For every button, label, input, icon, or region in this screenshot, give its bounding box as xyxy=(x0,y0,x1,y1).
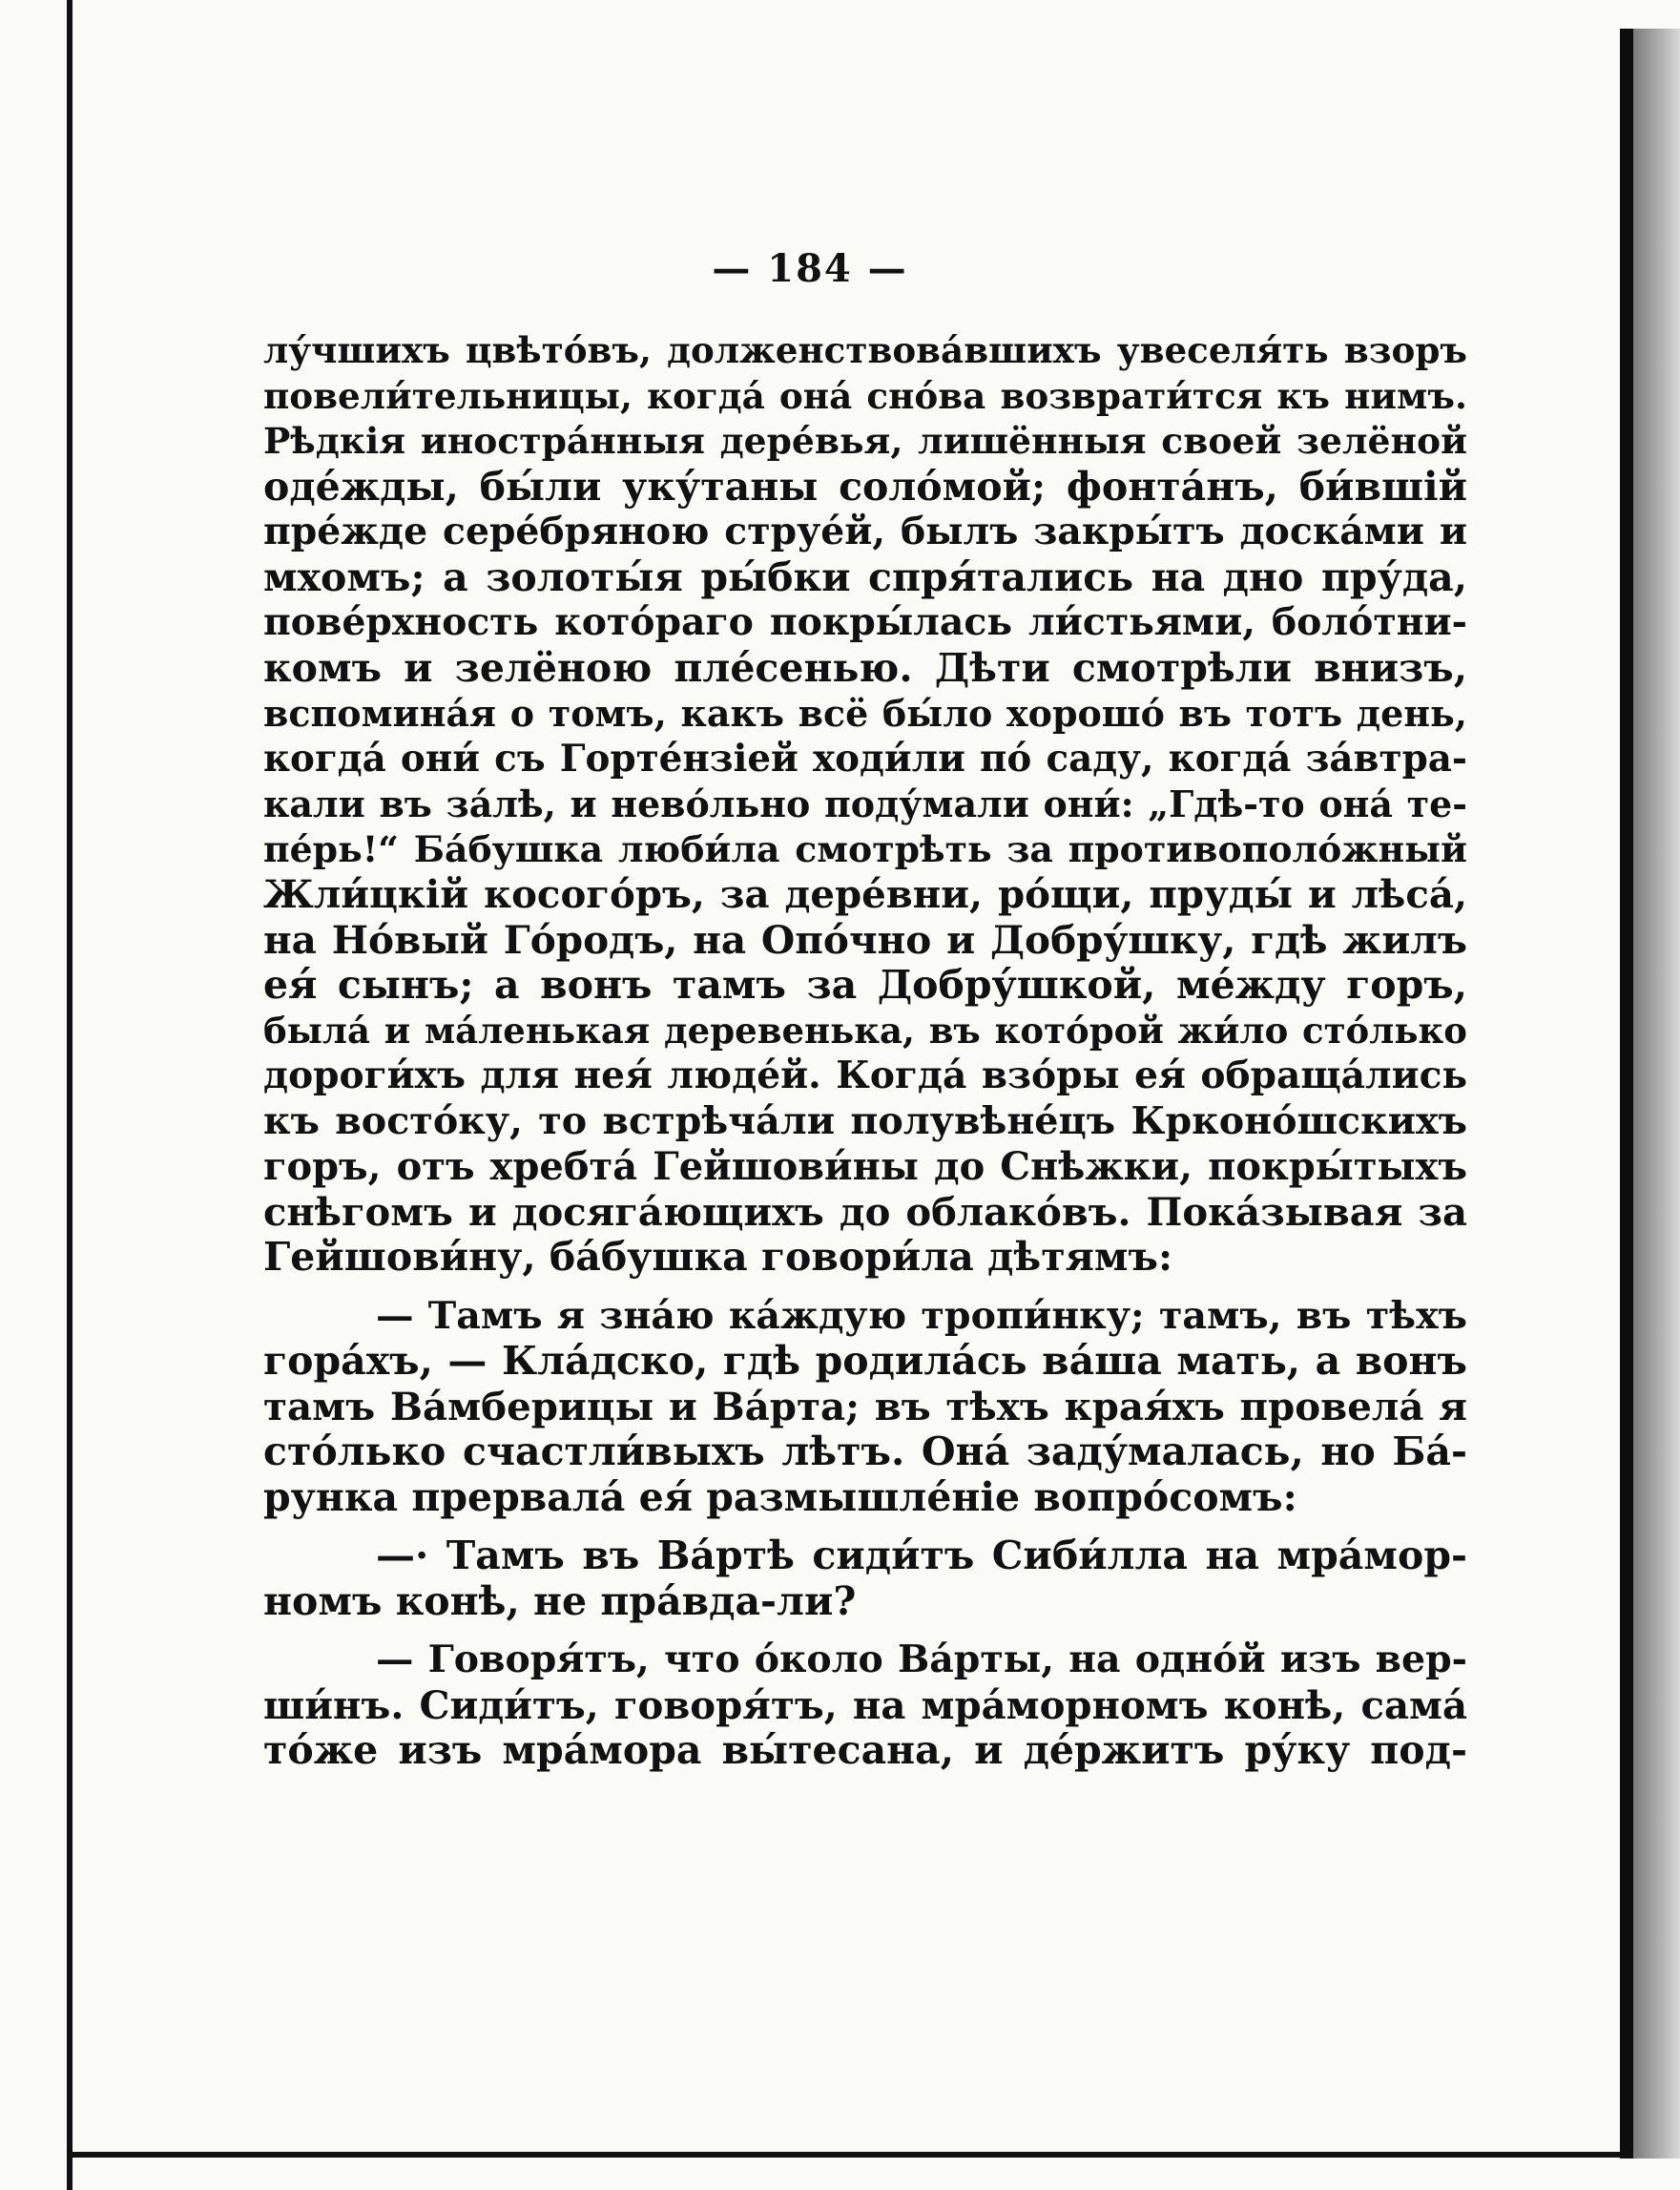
paragraph-gap xyxy=(263,1281,1467,1294)
page-edge-right xyxy=(1620,29,1633,2159)
paragraph-gap xyxy=(263,1624,1467,1637)
text-line: когда́ они́ съ Горте́нзіей ходи́ли по́ саду, когда́ за́втра- xyxy=(263,737,1467,781)
text-line: комъ и зелёною пле́сенью. Дѣти смотрѣли внизъ, xyxy=(263,644,1467,691)
text-line: сто́лько счастли́выхъ лѣтъ. Она́ заду́малась, но Ба́- xyxy=(263,1429,1467,1474)
text-line: —· Тамъ въ Ва́ртѣ сиди́тъ Сиби́лла на мра́мор- xyxy=(376,1533,1467,1578)
text-line: на Но́вый Го́родъ, на Опо́чно и Добру́шку, гдѣ жилъ xyxy=(263,916,1467,963)
page-number: — 184 — xyxy=(712,246,908,291)
text-line: дороги́хъ для нея́ люде́й. Когда́ взо́ры ея́ обраща́лись xyxy=(263,1053,1467,1097)
body-text xyxy=(263,328,1467,1774)
text-line: номъ конѣ, не пра́вда-ли? xyxy=(263,1577,857,1624)
text-line: мхомъ; а золоты́я ры́бки спря́тались на дно пру́да, xyxy=(263,553,1467,600)
text-line: была́ и ма́ленькая деревенька, въ кото́рой жи́ло сто́лько xyxy=(263,1009,1467,1052)
text-line: кали въ за́лѣ, и нево́льно поду́мали они́: „Гдѣ-то она́ те- xyxy=(263,782,1467,825)
text-line: рунка прервала́ ея́ размышле́ніе вопро́сомъ: xyxy=(263,1473,1297,1520)
text-line: пе́рь!“ Ба́бушка люби́ла смотрѣть за противополо́жный xyxy=(263,827,1467,870)
text-line: пре́жде сере́бряною струе́й, былъ закры́тъ доска́ми и xyxy=(263,510,1467,553)
text-line: оде́жды, бы́ли уку́таны соло́мой; фонта́нъ, би́вшій xyxy=(263,463,1467,510)
text-line: гора́хъ, — Кла́дско, гдѣ родила́сь ва́ша мать, а вонъ xyxy=(263,1338,1467,1384)
paragraph-gap xyxy=(263,1520,1467,1533)
text-line: тамъ Ва́мберицы и Ва́рта; въ тѣхъ края́хъ провела́ я xyxy=(263,1383,1467,1429)
page-edge-bottom xyxy=(67,2152,1631,2158)
text-line: вспомина́я о томъ, какъ всё бы́ло хорошо́ въ тотъ день, xyxy=(263,692,1467,735)
text-line: лу́чшихъ цвѣто́въ, долженствова́вшихъ увеселя́ть взоръ xyxy=(263,329,1467,371)
text-line: Гейшови́ну, ба́бушка говори́ла дѣтямъ: xyxy=(263,1234,1173,1280)
text-line: повели́тельницы, когда́ она́ сно́ва возврати́тся къ нимъ. xyxy=(263,374,1467,417)
text-line: горъ, отъ хребта́ Гейшови́ны до Снѣжки, покры́тыхъ xyxy=(263,1144,1467,1189)
text-line: — Говоря́тъ, что о́коло Ва́рты, на одно́й изъ вер- xyxy=(376,1637,1467,1681)
text-line: снѣгомъ и досяга́ющихъ до облако́въ. Пока́зывая за xyxy=(263,1189,1467,1235)
text-line: къ восто́ку, то встрѣча́ли полувѣне́цъ Крконо́шскихъ xyxy=(263,1098,1467,1143)
text-line: то́же изъ мра́мора вы́тесана, и де́ржитъ ру́ку под- xyxy=(263,1727,1467,1773)
text-line: Рѣдкія иностра́нныя дере́вья, лишённыя своей зелёной xyxy=(263,420,1467,462)
page-edge-shadow xyxy=(1633,29,1680,2159)
text-line: — Тамъ я зна́ю ка́ждую тропи́нку; тамъ, въ тѣхъ xyxy=(376,1293,1467,1338)
text-line: пове́рхность кото́раго покры́лась ли́стьями, боло́тни- xyxy=(263,600,1467,644)
text-line: ши́нъ. Сиди́тъ, говоря́тъ, на мра́морномъ конѣ, сама́ xyxy=(263,1682,1467,1728)
page-edge-left xyxy=(67,0,73,2190)
text-line: Жли́цкій косого́ръ, за дере́вни, ро́щи, пруды́ и лѣса́, xyxy=(263,872,1467,917)
text-line: ея́ сынъ; а вонъ тамъ за Добру́шкой, ме́жду горъ, xyxy=(263,962,1467,1008)
